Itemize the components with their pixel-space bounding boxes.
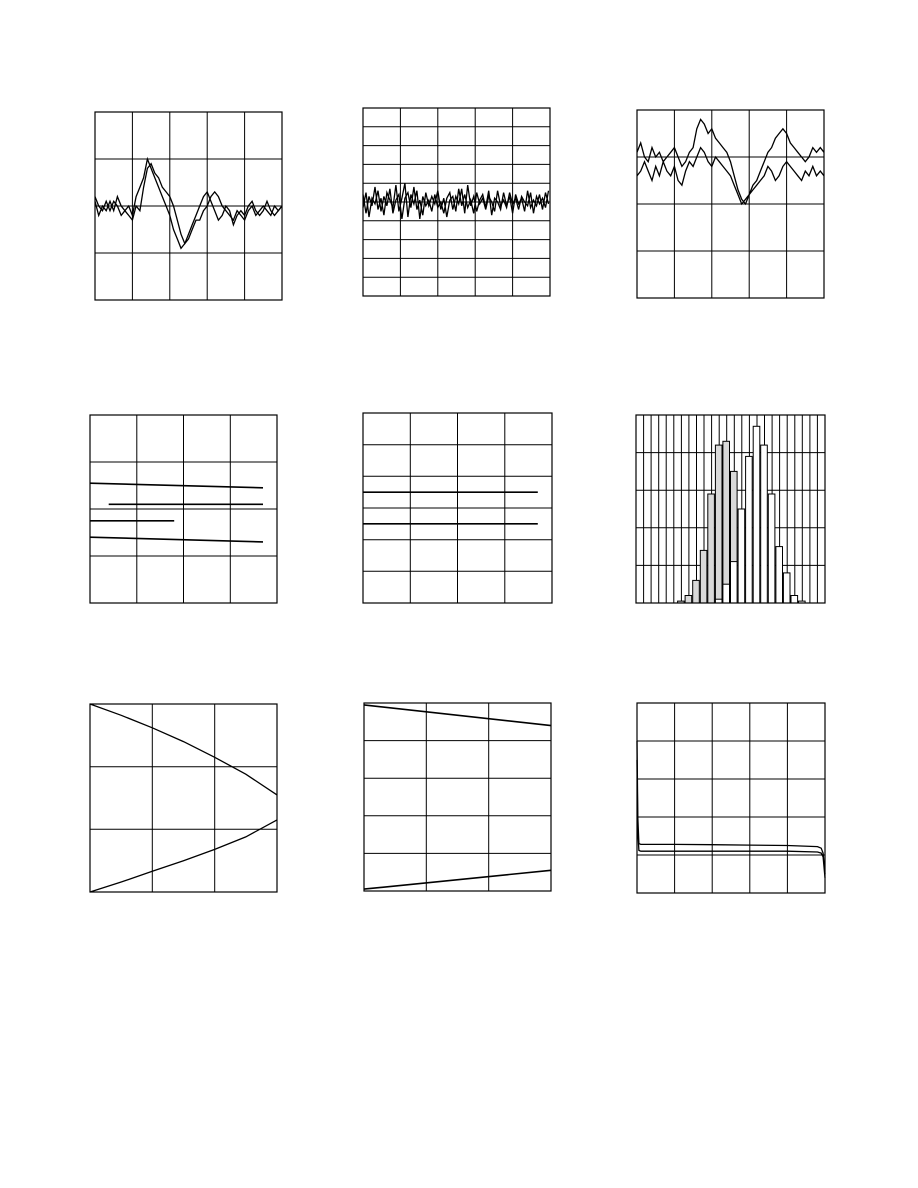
- series-line: [637, 741, 825, 874]
- chart-4: [90, 415, 277, 603]
- series-line: [637, 148, 824, 204]
- series-line: [95, 164, 282, 244]
- histogram-bar: [715, 445, 722, 603]
- histogram-bar: [753, 426, 760, 603]
- series-line: [90, 704, 277, 795]
- histogram-bar: [761, 445, 768, 603]
- chart-3: [637, 110, 824, 298]
- grid: [363, 413, 552, 603]
- grid: [637, 703, 825, 893]
- series-line: [95, 159, 282, 248]
- histogram-bar: [723, 441, 730, 603]
- histogram-bar: [746, 456, 753, 603]
- series-line: [364, 870, 551, 889]
- series-line: [90, 820, 277, 892]
- plot-frame: [364, 703, 551, 891]
- histogram-bar: [768, 494, 775, 603]
- series-line: [90, 537, 263, 542]
- histogram-bar: [776, 547, 783, 603]
- series-line: [90, 483, 263, 488]
- histogram-bar: [700, 550, 707, 603]
- plot-frame: [90, 704, 277, 892]
- histogram-bar: [723, 584, 730, 603]
- grid: [90, 415, 277, 603]
- histogram-bar: [738, 509, 745, 603]
- series-line: [637, 760, 825, 878]
- series-line: [364, 705, 551, 726]
- histogram-bar: [783, 573, 790, 603]
- histogram-bar: [731, 562, 738, 603]
- chart-7: [90, 704, 277, 892]
- grid: [364, 703, 551, 891]
- chart-6: [636, 415, 825, 603]
- chart-8: [364, 703, 551, 891]
- histogram-bar: [693, 580, 700, 603]
- chart-9: [637, 703, 825, 893]
- series-line: [637, 119, 824, 204]
- grid: [90, 704, 277, 892]
- histogram-bar: [791, 596, 798, 604]
- plot-frame: [637, 703, 825, 893]
- histogram-bar: [685, 596, 692, 604]
- chart-2: [363, 108, 550, 296]
- histogram-bar: [708, 494, 715, 603]
- chart-5: [363, 413, 552, 603]
- chart-1: [95, 112, 282, 300]
- grid: [637, 110, 824, 298]
